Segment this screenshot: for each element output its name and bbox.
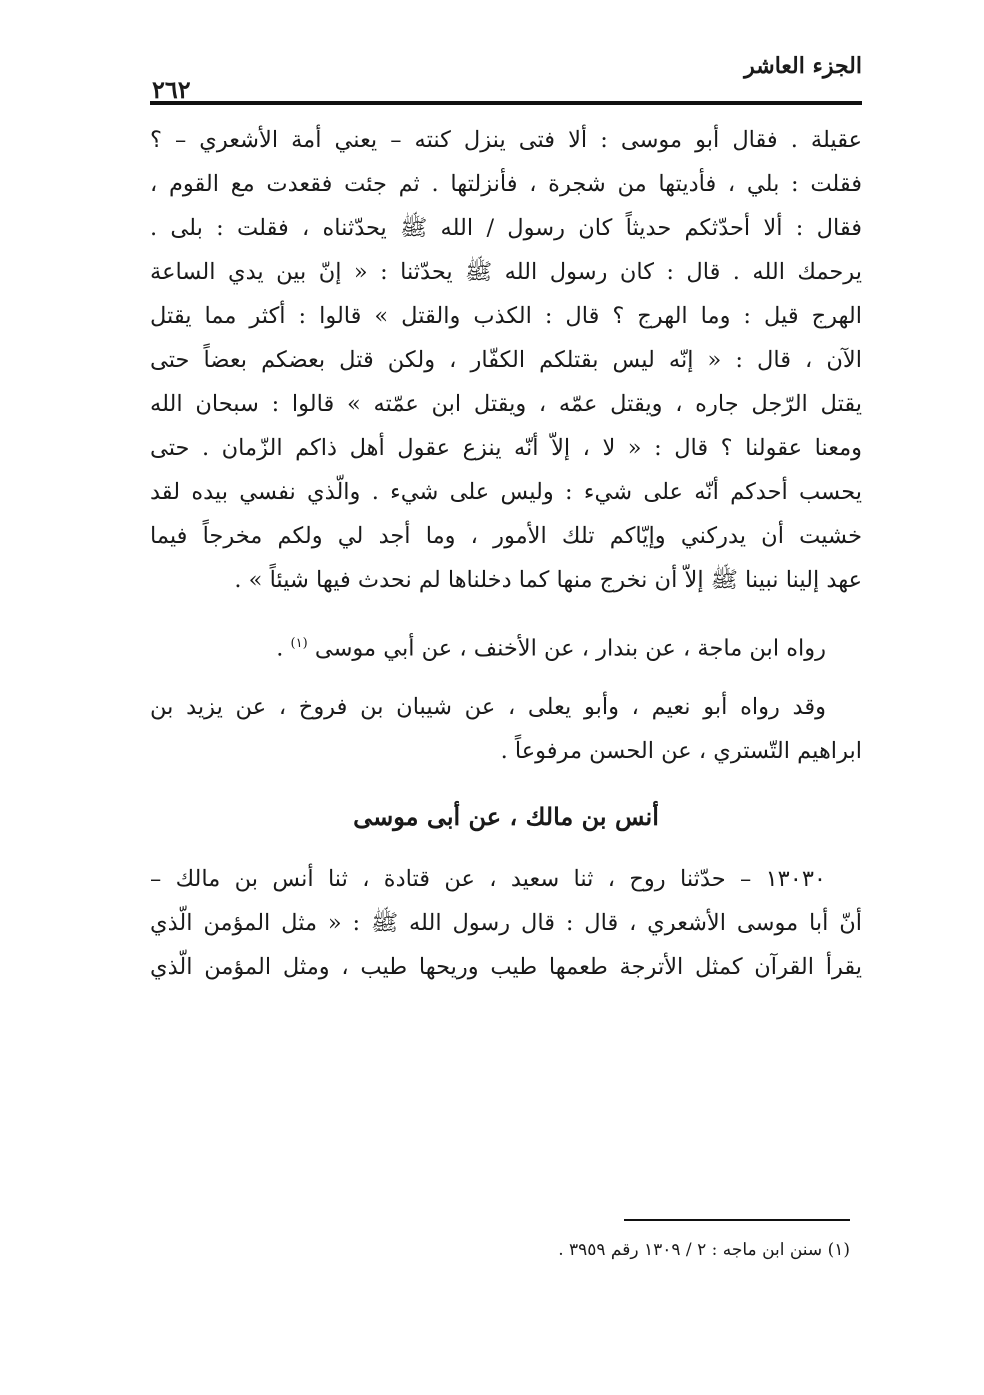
text-line: الآن ، قال : « إنّه ليس بقتلكم الكفّار ، ولكن قتل بعضكم بعضاً حتى: [150, 347, 862, 373]
section-title: أنس بن مالك ، عن أبى موسى: [353, 801, 659, 831]
text-line: خشيت أن يدركني وإيّاكم تلك الأمور ، وما أجد لي ولكم مخرجاً فيما: [150, 523, 862, 549]
text-line: عقيلة . فقال أبو موسى : ألا فتى ينزل كنته – يعني أمة الأشعري – ؟: [150, 127, 862, 153]
text-line: يقتل الرّجل جاره ، ويقتل عمّه ، ويقتل ابن عمّته » قالوا : سبحان الله: [150, 391, 862, 417]
text-line: الهرج قيل : وما الهرج ؟ قال : الكذب والقتل » قالوا : أكثر مما يقتل: [150, 303, 862, 329]
footnote: (١) سنن ابن ماجه : ٢ / ١٣٠٩ رقم ٣٩٥٩ .: [558, 1240, 850, 1260]
text-line: ابراهيم التّستري ، عن الحسن مرفوعاً .: [500, 737, 862, 764]
text-line: يرحمك الله . قال : كان رسول الله ﷺ يحدّثنا : « إنّ بين يدي الساعة: [150, 259, 862, 285]
volume-title: الجزء العاشر: [744, 53, 862, 79]
header-rule: [150, 101, 862, 105]
attribution-text: رواه ابن ماجة ، عن بندار ، عن الأخنف ، عن أبي موسى: [314, 635, 826, 662]
attribution-end: .: [276, 635, 284, 662]
page-header: [150, 45, 862, 107]
text-line: وقد رواه أبو نعيم ، وأبو يعلى ، عن شيبان بن فروخ ، عن يزيد بن: [150, 693, 826, 720]
text-line: فقال : ألا أحدّثكم حديثاً كان رسول / الله ﷺ يحدّثناه ، فقلت : بلى .: [150, 215, 862, 241]
text-line: أنّ أبا موسى الأشعري ، قال : قال رسول الله ﷺ : « مثل المؤمن الّذي: [150, 909, 862, 936]
text-line: عهد إلينا نبينا ﷺ إلاّ أن نخرج منها كما دخلناها لم نحدث فيها شيئاً » .: [234, 567, 862, 593]
footnote-marker: (١): [290, 636, 308, 651]
footnote-rule: [624, 1219, 850, 1221]
text-line: يحسب أحدكم أنّه على شيء : وليس على شيء . والّذي نفسي بيده لقد: [150, 479, 862, 505]
text-line: ومعنا عقولنا ؟ قال : « لا ، إلاّ أنّه ينزع عقول أهل ذاكم الزّمان . حتى: [150, 435, 862, 461]
page-number: ٢٦٢: [152, 75, 191, 104]
text-line: يقرأ القرآن كمثل الأترجة طعمها طيب وريحها طيب ، ومثل المؤمن الّذي: [150, 953, 862, 980]
main-text: [150, 118, 862, 989]
text-line: فقلت : بلي ، فأديتها من شجرة ، فأنزلتها . ثم جئت فقعدت مع القوم ،: [150, 171, 862, 197]
attribution-line: [150, 622, 862, 671]
text-line: ١٣٠٣٠ – حدّثنا روح ، ثنا سعيد ، عن قتادة ، ثنا أنس بن مالك –: [150, 865, 826, 892]
